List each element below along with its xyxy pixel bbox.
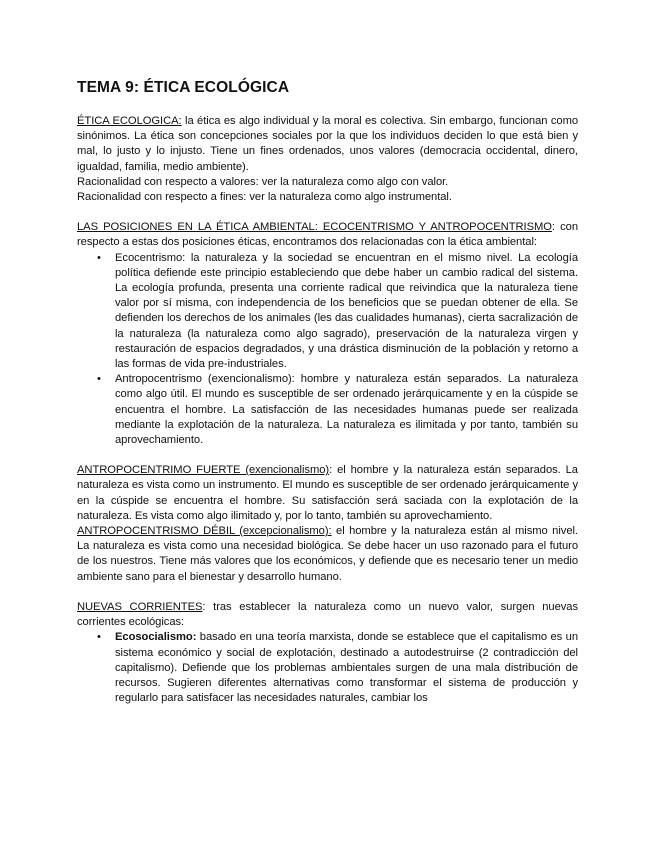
paragraph-line: Racionalidad con respecto a fines: ver la naturaleza como algo instrumental. [77, 191, 452, 204]
section-text: : el hombre y la naturaleza están separados. La naturaleza es vista como un instrumento. El mundo es susceptible de ser ordenado jerárquicamente y en la cúspide se encuentra el hombre. Su satisfacción será saciada con la explotación de la naturaleza. Es vista como algo ilimitado y, por lo tanto, también su aprovechamiento. [77, 464, 578, 522]
section-text: : con respecto a estas dos posiciones éticas, encontramos dos relacionadas con la ética ambiental: [77, 221, 578, 249]
section-heading: LAS POSICIONES EN LA ÉTICA AMBIENTAL: ECOCENTRISMO Y ANTROPOCENTRISMO [77, 221, 552, 234]
section-text: : tras establecer la naturaleza como un nuevo valor, surgen nuevas corrientes ecológicas: [77, 600, 578, 629]
section-posiciones [77, 220, 578, 250]
section-heading: ANTROPOCENTRISMO DÉBIL (excepcionalismo): [77, 525, 332, 538]
list-item [77, 372, 578, 448]
bullet-icon: • [97, 631, 101, 644]
paragraph-line: Racionalidad con respecto a valores: ver la naturaleza como algo con valor. [77, 175, 449, 188]
section-nuevas-corrientes [77, 600, 578, 630]
list-item-text: basado en una teoría marxista, donde se establece que el capitalismo es un sistema económico y social de explotación, destinado a autodestruirse (2 contradicción del capitalismo). Defiende que los problemas ambientales surgen de una mala distribución de recursos. Sugieren diferentes alternativas como transformar el sistema de producción y regularlo para satisfacer las necesidades naturales, cambiar los [115, 631, 578, 705]
section-heading: ÉTICA ECOLOGICA: [77, 115, 182, 127]
bullet-icon: • [97, 251, 101, 264]
list-item [77, 251, 578, 373]
section-text: el hombre y la naturaleza están al mismo nivel. La naturaleza es vista como una necesidad biológica. Se debe hacer un uso razonado para el futuro de los nuestros. Tiene más valores que los económicos, y defiende que es necesario tener un medio ambiente sano para el bienestar y desarrollo humano. [77, 525, 578, 583]
bullet-list [77, 630, 578, 706]
section-heading: ANTROPOCENTRIMO FUERTE (exencionalismo) [77, 464, 330, 477]
bullet-list [77, 251, 578, 449]
bullet-icon: • [97, 373, 101, 386]
section-antropocentrismo-debil [77, 524, 578, 585]
section-etica-ecologica [77, 114, 578, 175]
section-antropocentrismo-fuerte [77, 463, 578, 524]
list-item-term: Ecosocialismo: [115, 631, 197, 644]
list-item-text: Ecocentrismo: la naturaleza y la sociedad se encuentran en el mismo nivel. La ecología política defiende este principio estableciendo que debe haber un cambio radical del sistema. La ecología profunda, presenta una corriente radical que reivindica que la naturaleza tiene valor por sí misma, con independencia de los beneficios que se puedan obtener de ella. Se defienden los derechos de los animales (les das cualidades humanas), cierta sacralización de la naturaleza (la naturaleza como algo sagrado), preservación de la naturaleza virgen y restauración de espacios degradados, y una drástica disminución de la población y retorno a las formas de vida pre-industriales. [115, 251, 578, 371]
page-title: TEMA 9: ÉTICA ECOLÓGICA [77, 79, 290, 96]
list-item-text: Antropocentrismo (exencionalismo): hombre y naturaleza están separados. La naturaleza como algo útil. El mundo es susceptible de ser ordenado jerárquicamente y en la cúspide se encuentra el hombre. La satisfacción de las necesidades humanas puede ser realizada mediante la explotación de la naturaleza. La naturaleza es ilimitada y por tanto, también su aprovechamiento. [115, 373, 578, 447]
list-item [77, 630, 578, 706]
section-heading: NUEVAS CORRIENTES [77, 600, 203, 613]
document-page [77, 78, 578, 706]
section-text: la ética es algo individual y la moral es colectiva. Sin embargo, funcionan como sinónimos. La ética son concepciones sociales por la que los individuos deciden lo que está bien y mal, lo justo y lo injusto. Tiene un fines ordenados, unos valores (democracia occidental, dinero, igualdad, familia, medio ambiente). [77, 115, 579, 173]
